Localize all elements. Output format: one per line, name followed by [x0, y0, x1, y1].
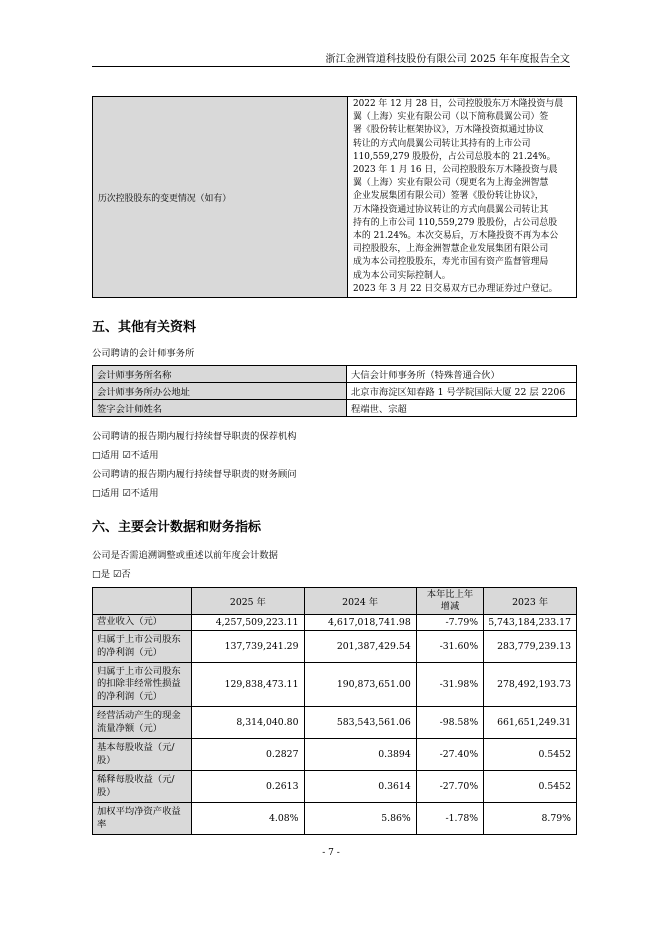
history-line: 司控股股东，上海金洲智慧企业发展集团有限公司 [353, 244, 549, 255]
table-row [93, 739, 577, 771]
history-line: 企业发展集团有限公司）签署《股份转让协议》， [353, 191, 544, 202]
restate-choice: □是 ☑否 [92, 569, 131, 580]
history-line: 翼（上海）实业有限公司（现更名为上海金洲智慧 [353, 178, 549, 189]
table-row [93, 771, 577, 803]
value-2025: 4.08% [192, 803, 304, 835]
controlling-shareholder-history-table [92, 96, 577, 298]
auditor-table [92, 365, 577, 417]
page-number: - 7 - [322, 848, 340, 858]
value-2024: 0.3614 [304, 771, 416, 803]
value-2023: 283,779,239.13 [484, 631, 577, 663]
auditor-address-label: 会计师事务所办公地址 [93, 383, 347, 400]
value-2024: 5.86% [304, 803, 416, 835]
row-label: 经营活动产生的现金流量净额（元） [93, 707, 192, 739]
history-line: 2023 年 3 月 22 日交易双方已办理证券过户登记。 [353, 283, 558, 294]
row-label: 基本每股收益（元/股） [93, 739, 192, 771]
history-line: 署《股份转让框架协议》，万木隆投资拟通过协议 [353, 125, 544, 136]
header-2025: 2025 年 [192, 588, 304, 615]
value-change: -1.78% [416, 803, 483, 835]
row-label: 加权平均净资产收益率 [93, 803, 192, 835]
history-line: 转让的方式向晨翼公司转让其持有的上市公司 [353, 138, 531, 149]
value-2025: 129,838,473.11 [192, 663, 304, 707]
history-line: 成为本公司控股股东，寿光市国有资产监督管理局 [353, 257, 549, 268]
advisor-choice: □适用 ☑不适用 [92, 488, 159, 499]
value-2023: 0.5452 [484, 739, 577, 771]
value-2023: 8.79% [484, 803, 577, 835]
history-line: 万木隆投资通过协议转让的方式向晨翼公司转让其 [353, 204, 549, 215]
restate-question: 公司是否需追溯调整或重述以前年度会计数据 [92, 550, 278, 561]
value-2023: 0.5452 [484, 771, 577, 803]
auditor-name-value: 大信会计师事务所（特殊普通合伙） [347, 366, 577, 383]
row-label: 归属于上市公司股东的扣除非经常性损益的净利润（元） [93, 663, 192, 707]
table-row [93, 803, 577, 835]
auditor-intro: 公司聘请的会计师事务所 [92, 348, 195, 359]
history-line: 持有的上市公司 110,559,279 股股份，占公司总股 [353, 217, 558, 228]
header-2023: 2023 年 [484, 588, 577, 615]
section-6-heading: 六、主要会计数据和财务指标 [92, 520, 262, 535]
value-2025: 137,739,241.29 [192, 631, 304, 663]
value-2024: 4,617,018,741.98 [304, 615, 416, 631]
history-label: 历次控股股东的变更情况（如有） [93, 97, 348, 298]
value-change: -31.98% [416, 663, 483, 707]
table-row [93, 366, 577, 383]
history-line: 110,559,279 股股份，占公司总股本的 21.24%。 [353, 151, 556, 162]
value-change: -98.58% [416, 707, 483, 739]
table-row [93, 97, 577, 298]
signing-accountant-label: 签字会计师姓名 [93, 400, 347, 417]
header-change-line1: 本年比上年 [426, 589, 474, 600]
sponsor-choice: □适用 ☑不适用 [92, 450, 159, 461]
signing-accountant-value: 程端世、宗超 [347, 400, 577, 417]
section-5-heading: 五、其他有关资料 [92, 320, 197, 335]
table-row [93, 663, 577, 707]
value-change: -7.79% [416, 615, 483, 631]
table-header-row [93, 588, 577, 615]
history-line: 2023 年 1 月 16 日，公司控股股东万木隆投资与晨 [353, 165, 558, 176]
header-blank [93, 588, 192, 615]
row-label: 营业收入（元） [93, 615, 192, 631]
advisor-text: 公司聘请的报告期内履行持续督导职责的财务顾问 [92, 469, 297, 480]
auditor-name-label: 会计师事务所名称 [93, 366, 347, 383]
value-2024: 201,387,429.54 [304, 631, 416, 663]
history-line: 翼（上海）实业有限公司（以下简称晨翼公司）签 [353, 112, 549, 123]
header-change [416, 588, 483, 615]
history-line: 本的 21.24%。本次交易后，万木隆投资不再为本公 [353, 231, 559, 242]
value-2025: 8,314,040.80 [192, 707, 304, 739]
value-2023: 5,743,184,233.17 [484, 615, 577, 631]
table-row [93, 400, 577, 417]
header-rule [92, 66, 570, 67]
sponsor-text: 公司聘请的报告期内履行持续督导职责的保荐机构 [92, 431, 297, 442]
value-2025: 4,257,509,223.11 [192, 615, 304, 631]
value-change: -31.60% [416, 631, 483, 663]
value-2024: 190,873,651.00 [304, 663, 416, 707]
report-header-title: 浙江金洲管道科技股份有限公司 2025 年年度报告全文 [325, 54, 570, 65]
value-2023: 278,492,193.73 [484, 663, 577, 707]
history-text [348, 97, 577, 298]
value-2025: 0.2613 [192, 771, 304, 803]
value-2025: 0.2827 [192, 739, 304, 771]
value-2024: 583,543,561.06 [304, 707, 416, 739]
table-row [93, 707, 577, 739]
row-label: 稀释每股收益（元/股） [93, 771, 192, 803]
header-2024: 2024 年 [304, 588, 416, 615]
table-row [93, 615, 577, 631]
key-financial-data-table [92, 587, 577, 835]
value-change: -27.40% [416, 739, 483, 771]
table-row [93, 631, 577, 663]
history-line: 2022 年 12 月 28 日，公司控股股东万木隆投资与晨 [353, 99, 564, 109]
history-line: 成为本公司实际控制人。 [353, 270, 451, 281]
value-change: -27.70% [416, 771, 483, 803]
value-2023: 661,651,249.31 [484, 707, 577, 739]
row-label: 归属于上市公司股东的净利润（元） [93, 631, 192, 663]
header-change-line2: 增减 [440, 601, 460, 612]
table-row [93, 383, 577, 400]
value-2024: 0.3894 [304, 739, 416, 771]
auditor-address-value: 北京市海淀区知春路 1 号学院国际大厦 22 层 2206 [347, 383, 577, 400]
